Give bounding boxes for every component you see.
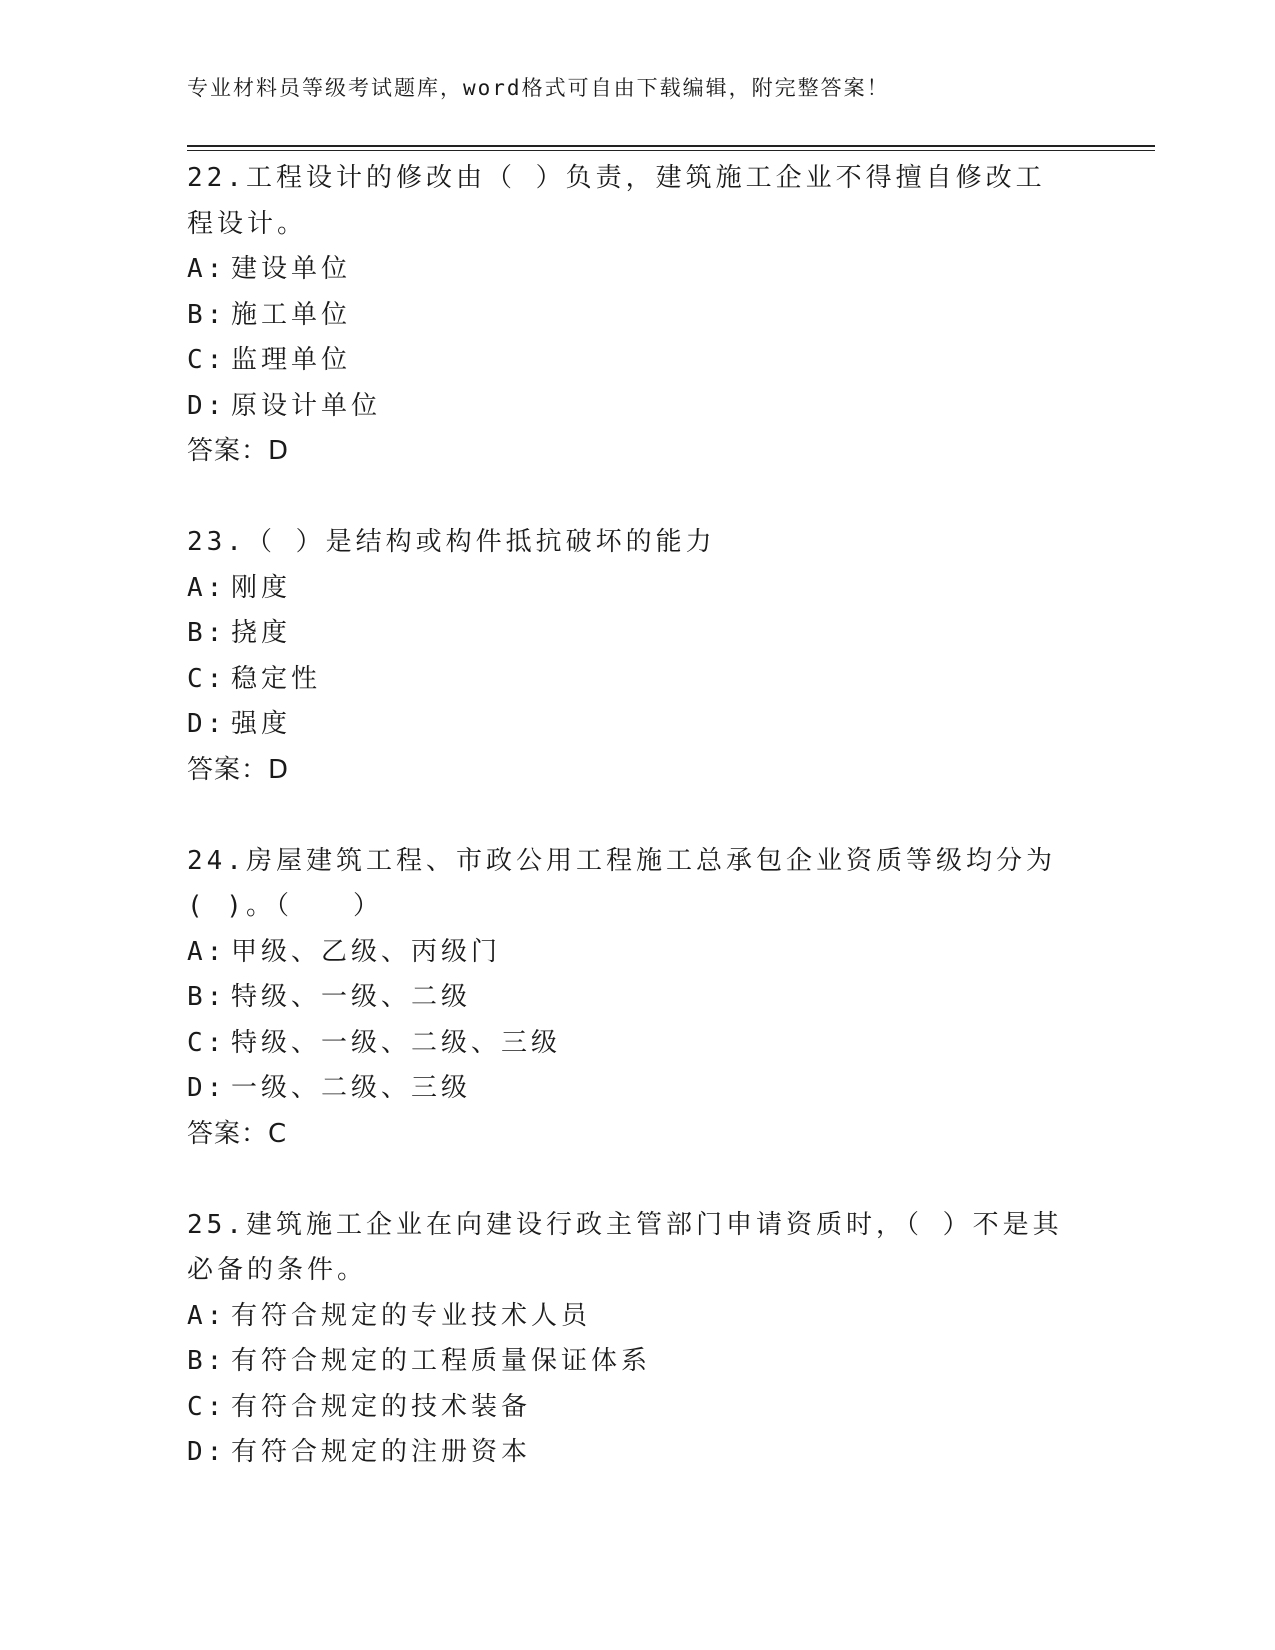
answer: 答案：D: [187, 436, 290, 466]
option-a: [187, 1294, 1067, 1340]
question-24: [187, 839, 1067, 1158]
option-d: [187, 1066, 1067, 1112]
option-letter: D:: [187, 709, 227, 739]
option-text: 原设计单位: [231, 390, 382, 421]
option-text: 有符合规定的工程质量保证体系: [231, 1346, 652, 1376]
option-a: [187, 247, 1067, 293]
option-letter: B:: [187, 618, 227, 648]
option-letter: B:: [187, 299, 227, 330]
option-c: [187, 657, 1067, 703]
option-text: 有符合规定的技术装备: [231, 1391, 532, 1422]
option-text: 甲级、乙级、丙级门: [231, 936, 502, 967]
spacer: [187, 793, 1067, 839]
option-text: 施工单位: [231, 299, 352, 330]
answer: 答案：D: [187, 754, 290, 785]
option-letter: D:: [187, 390, 227, 421]
option-letter: A:: [187, 254, 227, 284]
question-text: 22.工程设计的修改由（ ）负责，建筑施工企业不得擅自修改工程设计。: [187, 163, 1046, 239]
answer: 答案：C: [187, 1118, 288, 1149]
option-letter: C:: [187, 663, 227, 694]
header-rule: [187, 145, 1155, 147]
option-text: 建设单位: [231, 254, 352, 284]
option-text: 强度: [231, 709, 292, 739]
option-text: 挠度: [231, 618, 292, 648]
question-text: 23.（ ）是结构或构件抵抗破坏的能力: [187, 527, 716, 557]
option-a: [187, 566, 1067, 612]
option-c: [187, 338, 1067, 384]
option-d: [187, 1430, 1067, 1476]
option-letter: C:: [187, 345, 227, 375]
option-c: [187, 1385, 1067, 1431]
question-23: [187, 520, 1067, 793]
option-letter: B:: [187, 1346, 227, 1376]
question-25: [187, 1203, 1067, 1476]
option-text: 特级、一级、二级、三级: [231, 1027, 562, 1058]
option-letter: A:: [187, 572, 227, 603]
option-letter: A:: [187, 936, 227, 967]
question-text: 25.建筑施工企业在向建设行政主管部门申请资质时，（ ）不是其必备的条件。: [187, 1209, 1063, 1285]
spacer: [187, 1157, 1067, 1203]
option-c: [187, 1021, 1067, 1067]
option-d: [187, 384, 1067, 430]
option-b: [187, 975, 1067, 1021]
question-list: [187, 156, 1067, 1476]
option-text: 一级、二级、三级: [231, 1073, 472, 1103]
option-text: 监理单位: [231, 345, 352, 375]
option-letter: C:: [187, 1027, 227, 1058]
option-letter: D:: [187, 1437, 227, 1467]
option-b: [187, 611, 1067, 657]
question-22: [187, 156, 1067, 475]
option-text: 有符合规定的专业技术人员: [231, 1300, 592, 1331]
spacer: [187, 475, 1067, 521]
option-text: 刚度: [231, 572, 292, 603]
document-header: 专业材料员等级考试题库，word格式可自由下载编辑，附完整答案！: [187, 76, 890, 100]
option-letter: D:: [187, 1073, 227, 1103]
option-text: 特级、一级、二级: [231, 982, 472, 1012]
option-a: [187, 930, 1067, 976]
header-rule-thin: [187, 150, 1155, 151]
option-b: [187, 293, 1067, 339]
question-text: 24.房屋建筑工程、市政公用工程施工总承包企业资质等级均分为( )。（ ）: [187, 845, 1056, 921]
option-letter: B:: [187, 982, 227, 1012]
option-text: 稳定性: [231, 663, 322, 694]
option-letter: A:: [187, 1300, 227, 1331]
option-b: [187, 1339, 1067, 1385]
option-d: [187, 702, 1067, 748]
option-letter: C:: [187, 1391, 227, 1422]
option-text: 有符合规定的注册资本: [231, 1437, 532, 1467]
